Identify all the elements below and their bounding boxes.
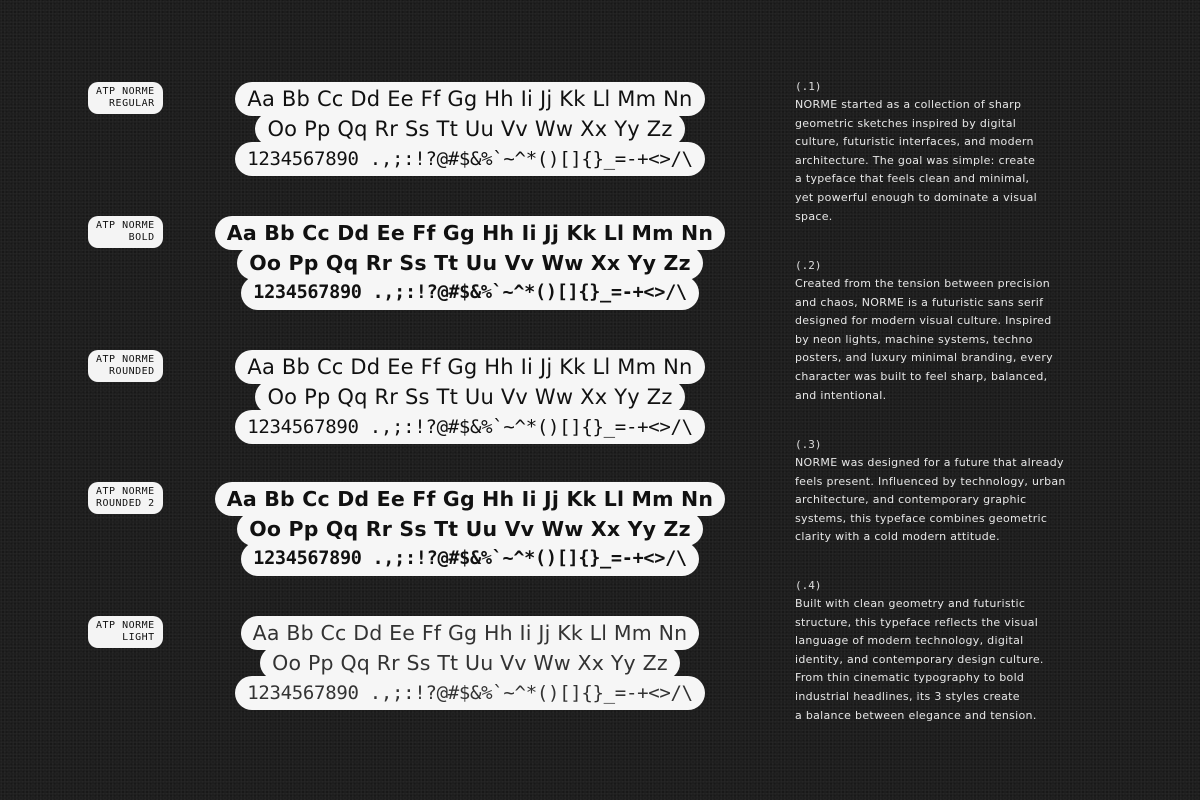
note-text: [795, 595, 1125, 725]
specimen-uppercase-line: Aa Bb Cc Dd Ee Ff Gg Hh Ii Jj Kk Ll Mm Nn: [235, 82, 704, 116]
note-line: clarity with a cold modern attitude.: [795, 530, 1000, 544]
specimen-lowercase-line: Oo Pp Qq Rr Ss Tt Uu Vv Ww Xx Yy Zz: [237, 246, 703, 280]
note-number: (.4): [795, 579, 822, 592]
style-tag-line: ATP NORME: [96, 620, 155, 631]
note-line: feels present. Influenced by technology, urban: [795, 474, 1066, 488]
note-line: a typeface that feels clean and minimal,: [795, 172, 1030, 186]
note-line: geometric sketches inspired by digital: [795, 116, 1017, 130]
note-line: designed for modern visual culture. Inspired: [795, 314, 1052, 328]
note-number: (.1): [795, 80, 822, 93]
specimen-glyph-line: 1234567890 .,;:!?@#$&%`~^*()[]{}_=-+<>/\: [241, 542, 699, 576]
specimen-uppercase-line: Aa Bb Cc Dd Ee Ff Gg Hh Ii Jj Kk Ll Mm Nn: [215, 482, 725, 516]
specimen-uppercase-line: Aa Bb Cc Dd Ee Ff Gg Hh Ii Jj Kk Ll Mm Nn: [235, 350, 704, 384]
style-tag-line: ATP NORME: [96, 220, 155, 231]
specimen-block-light: [190, 616, 750, 710]
style-tag-line: ATP NORME: [96, 486, 155, 497]
note-3: [795, 436, 1125, 547]
note-line: From thin cinematic typography to bold: [795, 671, 1025, 685]
note-line: yet powerful enough to dominate a visual: [795, 190, 1037, 204]
style-tag-bold: [88, 216, 163, 248]
style-tag-line: ROUNDED: [109, 366, 155, 377]
specimen-glyph-line: 1234567890 .,;:!?@#$&%`~^*()[]{}_=-+<>/\: [235, 676, 705, 710]
note-4: [795, 577, 1125, 725]
note-line: culture, futuristic interfaces, and modern: [795, 135, 1034, 149]
note-line: systems, this typeface combines geometric: [795, 511, 1048, 525]
note-line: Created from the tension between precision: [795, 277, 1050, 290]
note-line: posters, and luxury minimal branding, every: [795, 351, 1053, 365]
specimen-glyph-line: 1234567890 .,;:!?@#$&%`~^*()[]{}_=-+<>/\: [235, 410, 705, 444]
specimen-lowercase-line: Oo Pp Qq Rr Ss Tt Uu Vv Ww Xx Yy Zz: [255, 112, 684, 146]
style-tag-line: ATP NORME: [96, 354, 155, 365]
note-line: Built with clean geometry and futuristic: [795, 597, 1026, 610]
note-line: architecture. The goal was simple: create: [795, 153, 1036, 167]
note-text: [795, 96, 1125, 226]
specimen-lowercase-line: Oo Pp Qq Rr Ss Tt Uu Vv Ww Xx Yy Zz: [255, 380, 684, 414]
specimen-lowercase-line: Oo Pp Qq Rr Ss Tt Uu Vv Ww Xx Yy Zz: [260, 646, 680, 680]
note-text: [795, 454, 1125, 547]
note-2: [795, 257, 1125, 405]
note-line: space.: [795, 209, 833, 223]
style-tag-regular: [88, 82, 163, 114]
specimen-block-bold: [190, 216, 750, 310]
specimen-uppercase-line: Aa Bb Cc Dd Ee Ff Gg Hh Ii Jj Kk Ll Mm Nn: [241, 616, 700, 650]
style-tag-line: REGULAR: [109, 98, 155, 109]
note-text: [795, 275, 1125, 405]
note-line: NORME started as a collection of sharp: [795, 98, 1022, 111]
note-line: language of modern technology, digital: [795, 634, 1024, 648]
specimen-block-rounded-2: [190, 482, 750, 576]
note-number: (.3): [795, 438, 822, 451]
specimen-block-rounded: [190, 350, 750, 444]
note-line: a balance between elegance and tension.: [795, 708, 1037, 722]
note-number: (.2): [795, 259, 822, 272]
note-line: and chaos, NORME is a futuristic sans serif: [795, 295, 1044, 309]
note-line: and intentional.: [795, 388, 887, 402]
note-line: NORME was designed for a future that already: [795, 456, 1064, 469]
note-line: character was built to feel sharp, balanced,: [795, 369, 1048, 383]
specimen-glyph-line: 1234567890 .,;:!?@#$&%`~^*()[]{}_=-+<>/\: [241, 276, 699, 310]
style-tag-light: [88, 616, 163, 648]
note-line: identity, and contemporary design culture.: [795, 652, 1044, 666]
note-1: [795, 78, 1125, 226]
style-tag-line: BOLD: [128, 232, 155, 243]
style-tag-rounded: [88, 350, 163, 382]
specimen-glyph-line: 1234567890 .,;:!?@#$&%`~^*()[]{}_=-+<>/\: [235, 142, 705, 176]
note-line: industrial headlines, its 3 styles create: [795, 689, 1020, 703]
note-line: architecture, and contemporary graphic: [795, 493, 1027, 507]
style-tag-rounded-2: [88, 482, 163, 514]
style-tag-line: ATP NORME: [96, 86, 155, 97]
specimen-block-regular: [190, 82, 750, 176]
style-tag-line: ROUNDED 2: [96, 498, 155, 509]
note-line: structure, this typeface reflects the visual: [795, 615, 1039, 629]
specimen-uppercase-line: Aa Bb Cc Dd Ee Ff Gg Hh Ii Jj Kk Ll Mm Nn: [215, 216, 725, 250]
style-tag-line: LIGHT: [122, 632, 155, 643]
note-line: by neon lights, machine systems, techno: [795, 332, 1033, 346]
specimen-lowercase-line: Oo Pp Qq Rr Ss Tt Uu Vv Ww Xx Yy Zz: [237, 512, 703, 546]
